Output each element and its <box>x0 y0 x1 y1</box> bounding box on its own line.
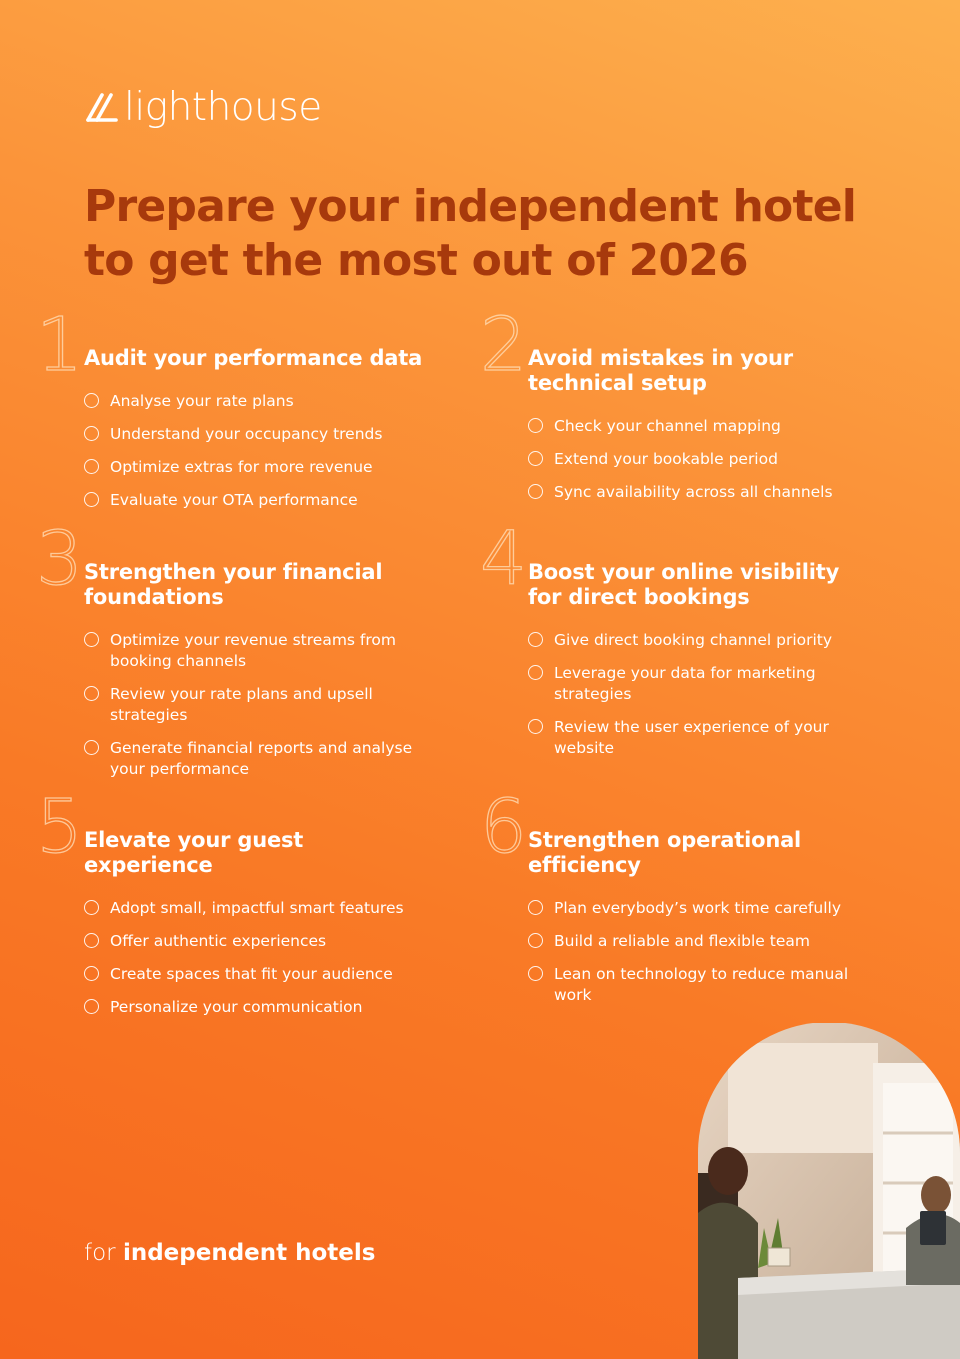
lighthouse-logo-icon <box>84 90 120 126</box>
checkbox-circle-icon[interactable] <box>84 999 99 1014</box>
checklist-item-label: Check your channel mapping <box>554 417 781 435</box>
checkbox-circle-icon[interactable] <box>84 900 99 915</box>
tagline <box>84 1240 375 1266</box>
checklist-item-label: Offer authentic experiences <box>110 932 327 950</box>
tagline-prefix: for <box>84 1240 116 1266</box>
checklist-item <box>528 964 878 1006</box>
checkbox-circle-icon[interactable] <box>528 418 543 433</box>
checklist-item <box>528 416 878 437</box>
checklist-item <box>528 630 878 651</box>
section-number: 1 <box>36 302 84 388</box>
brand-name: lighthouse <box>124 85 322 130</box>
checklist-item-label: Optimize extras for more revenue <box>110 458 373 476</box>
checkbox-circle-icon[interactable] <box>528 966 543 981</box>
checklist-item-label: Evaluate your OTA performance <box>110 491 358 509</box>
checklist-item-label: Extend your bookable period <box>554 450 778 468</box>
checklist <box>84 630 434 780</box>
checkbox-circle-icon[interactable] <box>84 426 99 441</box>
checkbox-circle-icon[interactable] <box>84 740 99 755</box>
checkbox-circle-icon[interactable] <box>528 451 543 466</box>
section-financial-foundations <box>36 516 434 792</box>
checkbox-circle-icon[interactable] <box>84 686 99 701</box>
checklist <box>528 898 878 1006</box>
checklist-item-label: Adopt small, impactful smart features <box>110 899 404 917</box>
checkbox-circle-icon[interactable] <box>84 966 99 981</box>
page-title <box>84 180 904 288</box>
title-line-2: to get the most out of 2026 <box>84 235 748 286</box>
section-title: Strengthen your financial foundations <box>84 560 383 609</box>
section-technical-setup <box>480 302 878 515</box>
checklist <box>528 416 878 503</box>
checklist-item <box>84 738 434 780</box>
brand-logo <box>84 85 322 130</box>
checklist-item <box>528 898 878 919</box>
checklist <box>528 630 878 759</box>
section-audit-performance <box>36 302 434 523</box>
checklist-item <box>528 449 878 470</box>
checklist-item-label: Generate financial reports and analyse your performance <box>110 739 413 778</box>
checkbox-circle-icon[interactable] <box>84 459 99 474</box>
checklist-item <box>84 931 434 952</box>
checklist-item-label: Optimize your revenue streams from booking channels <box>110 631 396 670</box>
section-title: Audit your performance data <box>84 346 423 370</box>
title-line-1: Prepare your independent hotel <box>84 181 857 232</box>
checkbox-circle-icon[interactable] <box>528 719 543 734</box>
section-number: 6 <box>480 784 528 870</box>
checkbox-circle-icon[interactable] <box>528 484 543 499</box>
checklist-item <box>528 482 878 503</box>
checkbox-circle-icon[interactable] <box>528 900 543 915</box>
checkbox-circle-icon[interactable] <box>528 933 543 948</box>
checklist-item-label: Analyse your rate plans <box>110 392 294 410</box>
checkbox-circle-icon[interactable] <box>528 665 543 680</box>
checkbox-circle-icon[interactable] <box>528 632 543 647</box>
checklist-item <box>84 630 434 672</box>
checklist-item-label: Review your rate plans and upsell strategies <box>110 685 373 724</box>
checklist-item-label: Lean on technology to reduce manual work <box>554 965 849 1004</box>
tagline-emphasis: independent hotels <box>122 1240 376 1266</box>
section-online-visibility <box>480 516 878 771</box>
checkbox-circle-icon[interactable] <box>84 492 99 507</box>
checklist-item <box>84 684 434 726</box>
checklist-item-label: Give direct booking channel priority <box>554 631 833 649</box>
checklist-item <box>84 490 434 511</box>
checklist-item-label: Review the user experience of your website <box>554 718 829 757</box>
checklist-item-label: Leverage your data for marketing strategies <box>554 664 816 703</box>
checklist-item <box>528 931 878 952</box>
checklist-item-label: Build a reliable and flexible team <box>554 932 810 950</box>
section-guest-experience <box>36 784 434 1030</box>
section-title: Strengthen operational efficiency <box>528 828 802 877</box>
checklist-item <box>84 391 434 412</box>
section-number: 4 <box>480 516 528 602</box>
checkbox-circle-icon[interactable] <box>84 393 99 408</box>
checklist-item-label: Create spaces that fit your audience <box>110 965 393 983</box>
checklist-item-label: Personalize your communication <box>110 998 363 1016</box>
checklist-item-label: Sync availability across all channels <box>554 483 833 501</box>
checklist-item <box>528 717 878 759</box>
section-title: Avoid mistakes in your technical setup <box>528 346 793 395</box>
section-operational-efficiency <box>480 784 878 1018</box>
checklist-item <box>84 997 434 1018</box>
section-title: Boost your online visibility for direct bookings <box>528 560 840 609</box>
checklist <box>84 898 434 1018</box>
section-number: 5 <box>36 784 84 870</box>
checklist-item <box>528 663 878 705</box>
checklist <box>84 391 434 511</box>
checklist-item <box>84 457 434 478</box>
checklist-item <box>84 898 434 919</box>
checklist-item-label: Plan everybody’s work time carefully <box>554 899 841 917</box>
hotel-reception-photo <box>698 1023 960 1359</box>
checklist-item <box>84 964 434 985</box>
checklist-item-label: Understand your occupancy trends <box>110 425 383 443</box>
section-number: 2 <box>480 302 528 388</box>
checkbox-circle-icon[interactable] <box>84 632 99 647</box>
section-number: 3 <box>36 516 84 602</box>
checklist-item <box>84 424 434 445</box>
section-title: Elevate your guest experience <box>84 828 304 877</box>
checkbox-circle-icon[interactable] <box>84 933 99 948</box>
